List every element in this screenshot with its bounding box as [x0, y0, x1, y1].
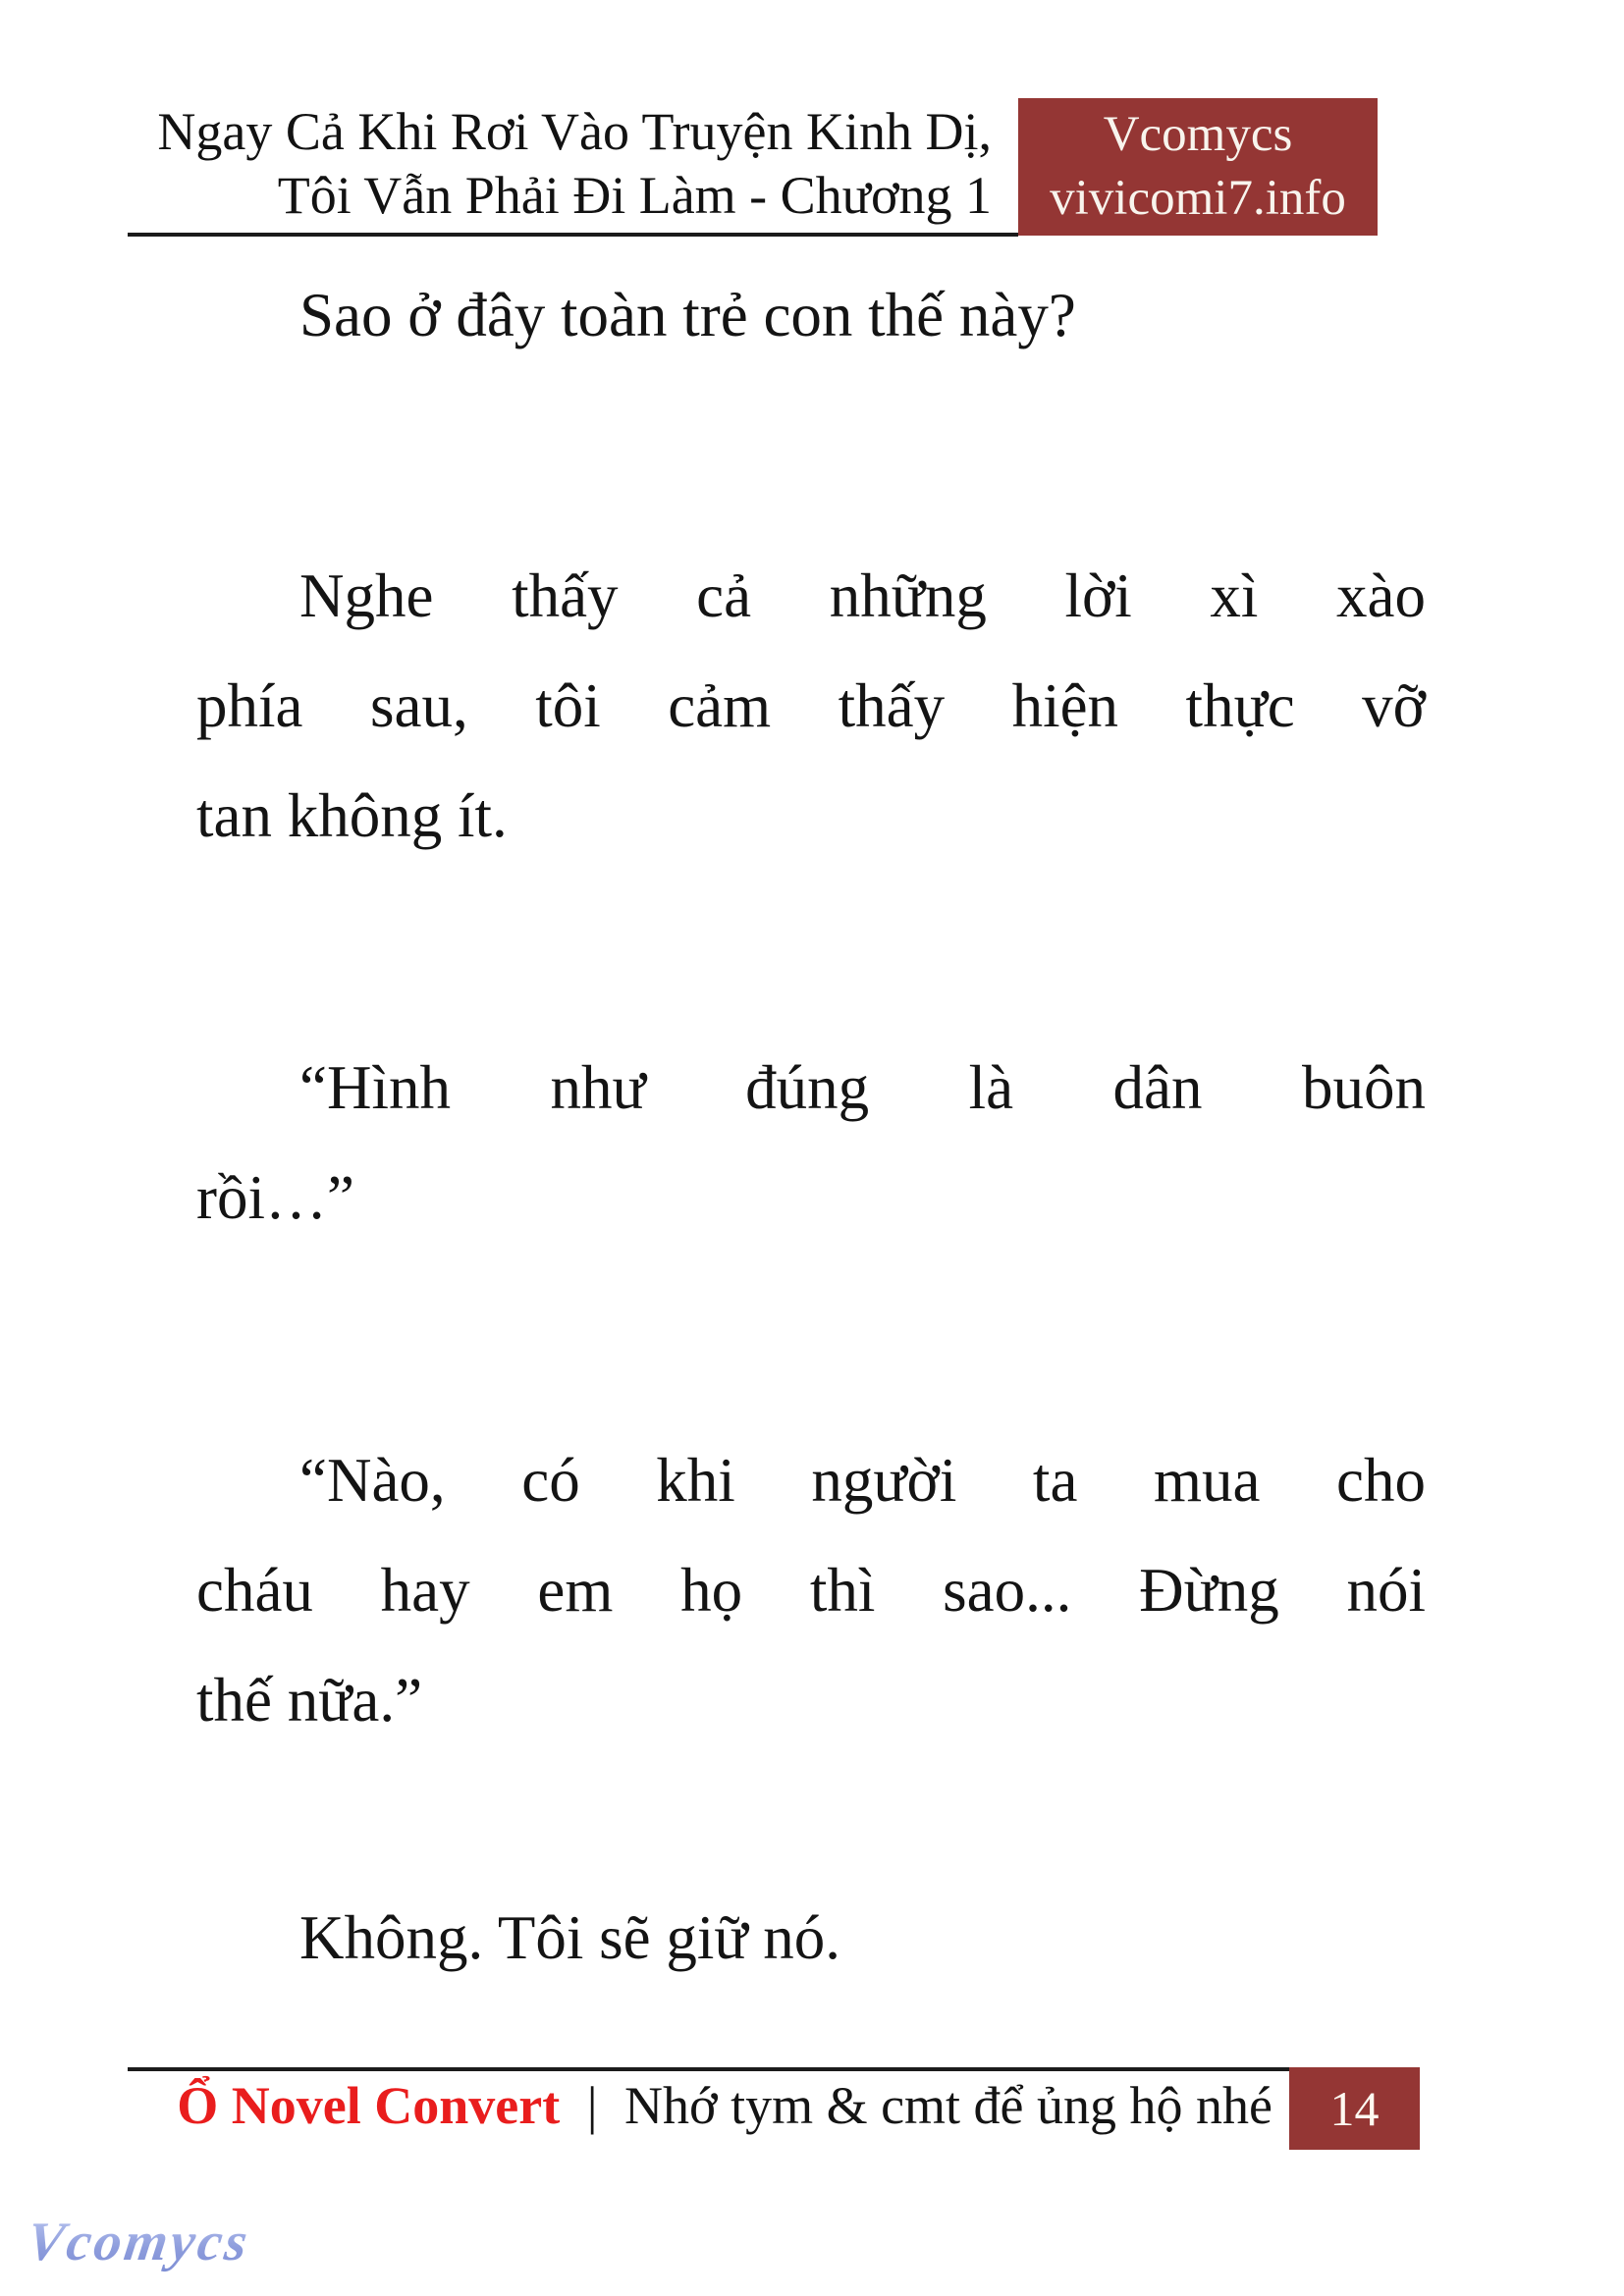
site-badge	[1018, 98, 1378, 236]
page-number-badge	[1289, 2067, 1420, 2150]
footer-credit	[177, 2075, 1272, 2136]
paragraph-line: Nghe thấy cả những lời xì xào	[299, 561, 1426, 630]
chapter-title-line1: Ngay Cả Khi Rơi Vào Truyện Kinh Dị,	[157, 102, 992, 161]
site-url: vivicomi7.info	[1050, 171, 1346, 226]
paragraph-line: cháu hay em họ thì sao... Đừng nói	[196, 1556, 1426, 1625]
footer-separator: |	[586, 2076, 598, 2135]
paragraph-line: thế nữa.”	[196, 1666, 423, 1735]
paragraph-2	[196, 541, 1426, 871]
paragraph-line: Không. Tôi sẽ giữ nó.	[299, 1903, 840, 1972]
chapter-title-line2: Tôi Vẫn Phải Đi Làm - Chương 1	[277, 166, 992, 225]
paragraph-5	[196, 1883, 1426, 1993]
paragraph-line: phía sau, tôi cảm thấy hiện thực vỡ	[196, 671, 1426, 740]
paragraph-line: tan không ít.	[196, 781, 508, 850]
paragraph-line: “Nào, có khi người ta mua cho	[299, 1446, 1426, 1515]
footer-note: Nhớ tym & cmt để ủng hộ nhé	[624, 2076, 1272, 2135]
translator-group-name: Ổ Novel Convert	[177, 2076, 561, 2135]
paragraph-4	[196, 1425, 1426, 1755]
paragraph-line: rồi…”	[196, 1163, 354, 1232]
header-divider	[128, 233, 1018, 237]
paragraph-line: “Hình như đúng là dân buôn	[299, 1053, 1426, 1122]
chapter-title	[157, 100, 992, 228]
paragraph-line: Sao ở đây toàn trẻ con thế này?	[299, 281, 1076, 349]
vcomycs-watermark-logo: Vcomycs	[23, 2212, 254, 2272]
site-name: Vcomycs	[1103, 107, 1293, 162]
page-number: 14	[1329, 2081, 1380, 2136]
footer-divider	[128, 2067, 1289, 2071]
paragraph-3	[196, 1033, 1426, 1253]
paragraph-1	[196, 260, 1426, 370]
